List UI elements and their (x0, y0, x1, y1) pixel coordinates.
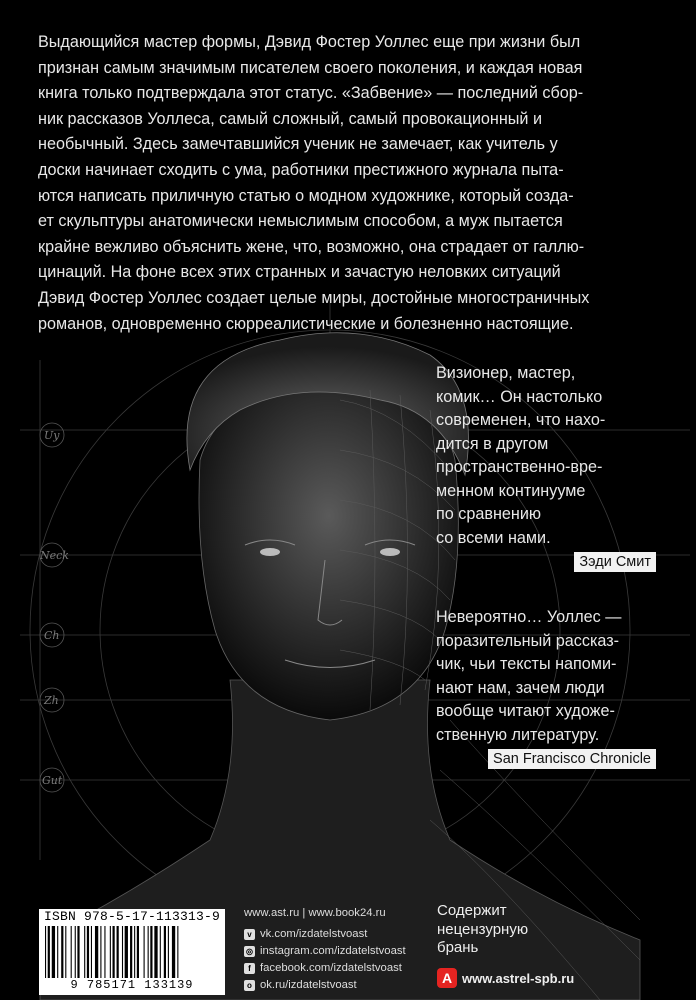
social-link-label: ok.ru/izdatelstvoast (260, 979, 357, 991)
social-link-label: vk.com/izdatelstvoast (260, 928, 368, 940)
publisher-website[interactable] (437, 968, 574, 988)
annotation-label: Neck (40, 549, 69, 562)
barcode-image (43, 926, 221, 978)
social-link-instagram[interactable] (244, 943, 434, 960)
annotation-label: Uy (44, 429, 60, 442)
description-line: Дэвид Фостер Уоллес создает целые миры, достойные многостраничных (38, 288, 590, 307)
social-link-vk[interactable] (244, 926, 434, 943)
quote-line: Невероятно… Уоллес — (436, 608, 622, 626)
review-quote-smith (436, 362, 656, 574)
quote-attribution: Зэди Смит (574, 552, 656, 572)
book-description (38, 30, 658, 337)
warning-line: брань (437, 939, 479, 956)
publisher-sites[interactable]: www.ast.ru | www.book24.ru (244, 907, 386, 919)
quote-line: со всеми нами. (436, 528, 551, 547)
quote-line: пространственно-вре- (436, 458, 603, 476)
quote-line: Визионер, мастер, (436, 364, 576, 382)
annotation-label: Zh (44, 694, 59, 707)
description-line: крайне вежливо объяснить жене, что, возможно, она страдает от галлю- (38, 237, 585, 256)
description-line: признан самым значимым писателем своего поколения, и каждая новая (38, 58, 583, 77)
description-line: Выдающийся мастер формы, Дэвид Фостер Уоллес еще при жизни был (38, 33, 581, 51)
ok-icon: o (244, 980, 255, 991)
description-line: ник рассказов Уоллеса, самый сложный, самый провокационный и (38, 109, 543, 128)
description-line: ет скульптуры анатомически немыслимым способом, а муж пытается (38, 212, 563, 231)
social-link-ok[interactable] (244, 977, 434, 994)
review-quote-chronicle (436, 606, 656, 771)
publisher-logo-icon: А (437, 968, 457, 988)
publisher-links (244, 904, 434, 994)
quote-line: вообще читают художе- (436, 702, 615, 720)
annotation-label: Gut (42, 774, 63, 787)
quote-attribution: San Francisco Chronicle (488, 749, 656, 769)
quote-line: современен, что нахо- (436, 411, 606, 429)
social-link-label: facebook.com/izdatelstvoast (260, 962, 402, 974)
annotation-label: Ch (44, 629, 60, 642)
social-link-facebook[interactable] (244, 960, 434, 977)
description-line: цинаций. На фоне всех этих странных и зачастую неловких ситуаций (38, 263, 561, 282)
quote-line: дится в другом (436, 434, 549, 453)
vk-icon: v (244, 929, 255, 940)
description-line: доски начинает сходить с ума, работники престижного журнала пыта- (38, 160, 564, 179)
quote-line: ственную литературу. (436, 725, 600, 744)
publisher-url: www.astrel-spb.ru (462, 970, 575, 986)
instagram-icon: ◎ (244, 946, 255, 957)
description-line: романов, одновременно сюрреалистические и болезненно настоящие. (38, 314, 574, 333)
content-warning (437, 902, 567, 958)
quote-line: по сравнению (436, 505, 542, 523)
quote-line: комик… Он настолько (436, 387, 603, 406)
social-link-label: instagram.com/izdatelstvoast (260, 945, 406, 957)
quote-line: поразительный рассказ- (436, 631, 620, 650)
barcode-block (39, 909, 225, 995)
quote-line: чик, чьи тексты напоми- (436, 655, 617, 673)
description-line: книга только подтверждала этот статус. «Забвение» — последний сбор- (38, 84, 584, 103)
isbn-number: ISBN 978-5-17-113313-9 (43, 909, 221, 924)
description-line: ются написать приличную статью о модном художнике, который созда- (38, 186, 574, 205)
barcode-digits: 9 785171 133139 (70, 978, 194, 992)
quote-line: менном континууме (436, 481, 586, 500)
warning-line: нецензурную (437, 920, 529, 938)
facebook-icon: f (244, 963, 255, 974)
description-line: необычный. Здесь замечтавшийся ученик не замечает, как учитель у (38, 135, 558, 154)
warning-line: Содержит (437, 902, 507, 919)
quote-line: нают нам, зачем люди (436, 678, 605, 697)
